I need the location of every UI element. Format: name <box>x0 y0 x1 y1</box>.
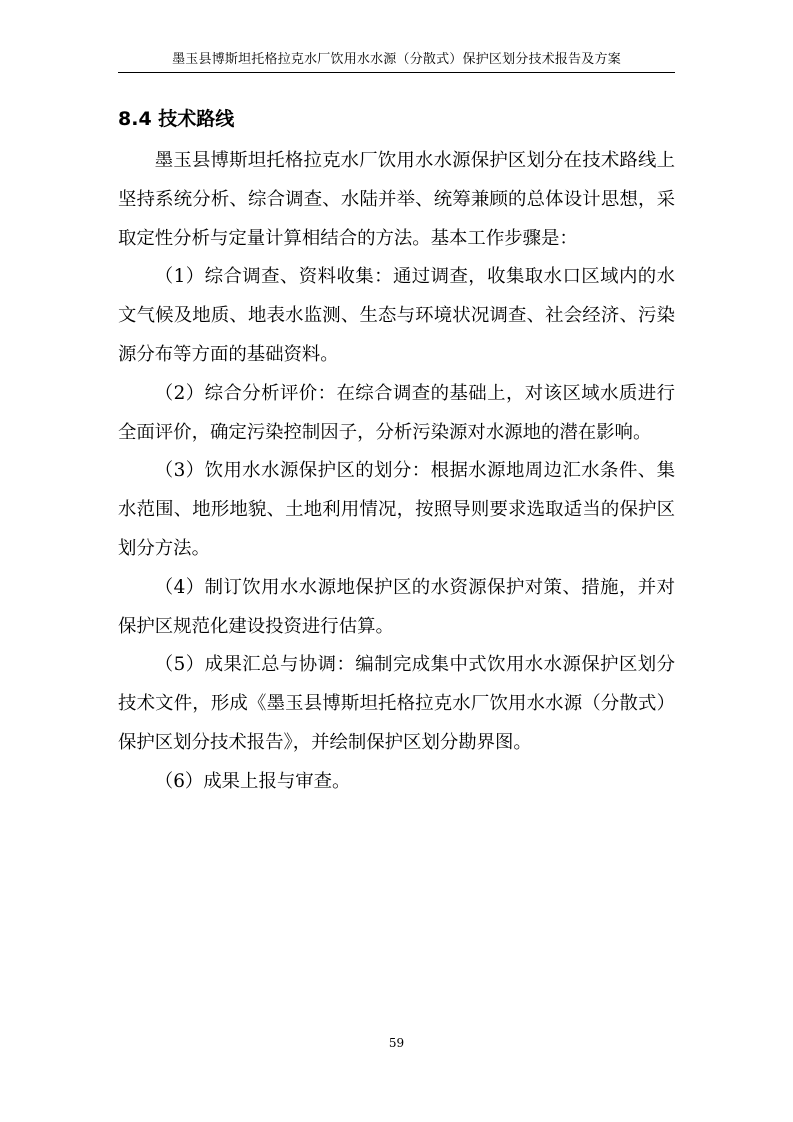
page-number: 59 <box>388 1036 405 1050</box>
running-header: 墨玉县博斯坦托格拉克水厂饮用水水源（分散式）保护区划分技术报告及方案 <box>172 52 621 67</box>
section-body <box>118 142 675 802</box>
header-rule <box>118 72 675 73</box>
step-4-paragraph: （4）制订饮用水水源地保护区的水资源保护对策、措施，并对保护区规范化建设投资进行估算。 <box>118 576 675 637</box>
step-3-paragraph: （3）饮用水水源保护区的划分：根据水源地周边汇水条件、集水范围、地形地貌、土地利用情况，按照导则要求选取适当的保护区划分方法。 <box>118 460 675 559</box>
section-heading: 8.4 技术路线 <box>118 108 235 130</box>
step-1-paragraph: （1）综合调查、资料收集：通过调查，收集取水口区域内的水文气候及地质、地表水监测、生态与环境状况调查、社会经济、污染源分布等方面的基础资料。 <box>118 266 675 365</box>
step-2-paragraph: （2）综合分析评价：在综合调查的基础上，对该区域水质进行全面评价，确定污染控制因子，分析污染源对水源地的潜在影响。 <box>118 382 675 443</box>
step-6-paragraph: （6）成果上报与审查。 <box>154 770 351 792</box>
step-5-paragraph: （5）成果汇总与协调：编制完成集中式饮用水水源保护区划分技术文件，形成《墨玉县博斯坦托格拉克水厂饮用水水源（分散式）保护区划分技术报告》，并绘制保护区划分勘界图。 <box>118 654 675 753</box>
intro-paragraph: 墨玉县博斯坦托格拉克水厂饮用水水源保护区划分在技术路线上坚持系统分析、综合调查、水陆并举、统筹兼顾的总体设计思想，采取定性分析与定量计算相结合的方法。基本工作步骤是： <box>118 150 675 249</box>
